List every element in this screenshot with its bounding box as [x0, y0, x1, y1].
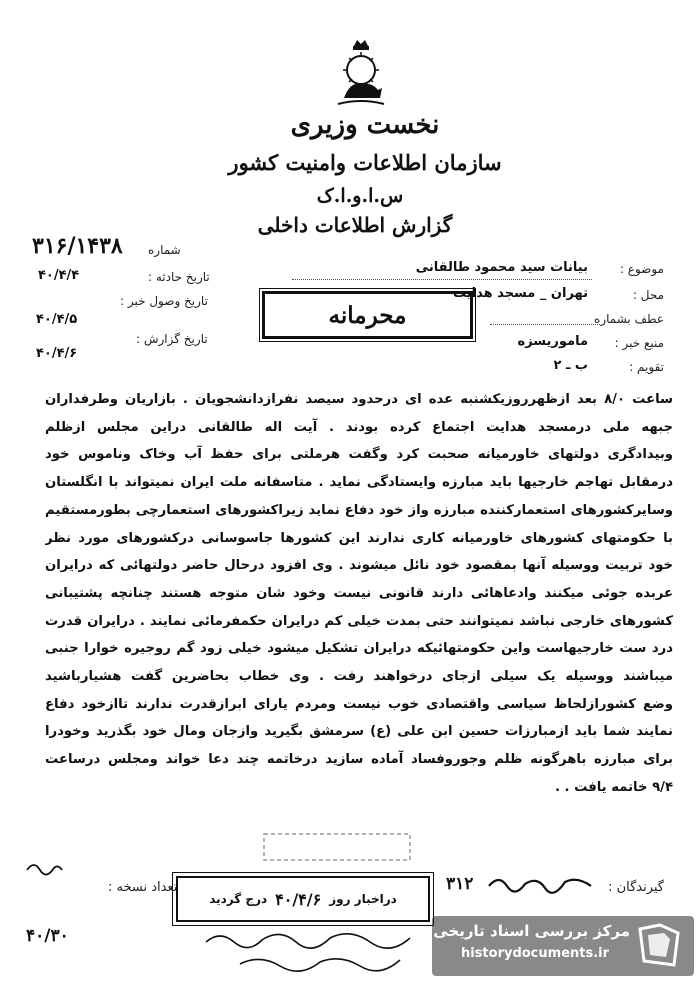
- lion-and-sun-emblem-icon: [330, 38, 392, 110]
- body-line: میباشند ووسیله یک سیلی ازجای درخواهند رفت . وی خطاب بحاضرین گفت هشیارباشید: [45, 669, 673, 685]
- body-line: درد ست خارجیهاست واین حکومتهائیکه درایران تشکیل میشود خیلی زود گم روجیره خوارا جنبی: [45, 641, 673, 657]
- subject-label: موضوع :: [619, 262, 664, 276]
- report-body: [45, 386, 673, 802]
- copies-label: تعداد نسخه :: [108, 880, 178, 895]
- subject-dotted-line: [292, 279, 592, 280]
- organization-abbr: س.ا.و.ا.ک: [316, 185, 404, 207]
- number-value: ۳۱۶/۱۴۳۸: [32, 233, 123, 259]
- source-label: منبع خبر :: [614, 336, 664, 350]
- subject-value: بیانات سید محمود طالقانی: [415, 260, 588, 275]
- handwritten-recipients-mark: [485, 872, 595, 896]
- receipt-date-value: ۴۰/۴/۵: [36, 312, 78, 327]
- event-date-label: تاریخ حادثه :: [148, 270, 210, 284]
- news-receipt-stamp: [176, 876, 430, 922]
- body-line: درمقابل تهاجم خارجیها باید مبارزه وایستادگی نماید . متاسفانه ملت ایران نمیتواند با انگلستان: [45, 475, 673, 491]
- place-label: محل :: [632, 288, 664, 302]
- number-label: شماره: [148, 243, 181, 257]
- handwritten-margin-mark: [24, 858, 64, 878]
- body-line: نمایند شما باید ازمبارزات حسین ابن علی (ع) سرمشق بگیرید وازجان ومال خود بگذرید وخودرا: [45, 724, 673, 740]
- watermark-persian-text: مرکز بررسی اسناد تاریخی: [433, 922, 630, 940]
- recipients-value: ۳۱۲: [446, 874, 474, 894]
- receipt-stamp-suffix: درج گردید: [209, 892, 268, 906]
- report-date-value: ۴۰/۴/۶: [36, 346, 78, 361]
- event-date-value: ۴۰/۴/۴: [38, 268, 80, 283]
- reference-dotted-line: [490, 324, 600, 325]
- body-line: کشورهای خارجی نباشد نمیتوانند حتی بمدت خیلی کم درایران حکمفرمائی نمایند . درایران قدرت: [45, 613, 673, 629]
- body-line: ساعت ۸/۰ بعد ازظهرروزیکشنبه عده ای درحدود سیصد نفرازدانشجویان . بازاریان وطرفداران: [45, 392, 673, 407]
- body-line: وسایرکشورهای استعمارکننده مبارزه واز خود دفاع نماید زیراکشورهای استعمارچی بطورمستقیم: [45, 502, 673, 518]
- rating-label: تقویم :: [629, 360, 664, 374]
- reference-label: عطف بشماره: [594, 312, 664, 326]
- recipients-label: گیرندگان :: [608, 880, 664, 895]
- handwritten-side-number: ۴۰/۳۰: [26, 926, 69, 946]
- body-line: با حکومتهای کشورهای خاورمیانه کاری ندارند این کشورها جاسوسانی درکشورهای مورد نظر: [45, 530, 673, 546]
- organization-title: سازمان اطلاعات وامنیت کشور: [228, 150, 502, 175]
- handwritten-annotation: [200, 920, 430, 978]
- receipt-stamp-date: ۴۰/۴/۶: [275, 889, 322, 909]
- place-value: تهران _ مسجد هدایت: [453, 286, 588, 301]
- report-date-label: تاریخ گزارش :: [136, 332, 208, 346]
- body-line: جبهه ملی درمسجد هدایت اجتماع کرده بودند . آیت اله طالقانی دراین مجلس ازظلم: [45, 419, 673, 435]
- body-line: برای مبارزه باهرگونه ظلم وجوروفساد آماده سازید درخاتمه چند دعا خواند ومجلس درساعت: [45, 752, 673, 768]
- faded-stamp-mark: [262, 830, 412, 864]
- body-line: وضع کشورازلحاظ سیاسی واقتصادی خوب نیست ومردم یارای ابرازقدرت ندارند تاازخود دفاع: [45, 696, 673, 712]
- archive-watermark: [432, 916, 694, 976]
- body-line: عربده جوئی میکنند وادعاهائی دارند قانونی نیست وخود شان متوجه هستند چنانچه پشتیبانی: [45, 585, 673, 601]
- watermark-url-text: historydocuments.ir: [460, 946, 610, 961]
- body-line: وبیدادگری دولتهای خاورمیانه صحبت کرد وگفت هرملتی برای حفظ آب وخاک وناموس خود: [45, 447, 673, 463]
- receipt-date-label: تاریخ وصول خبر :: [120, 294, 208, 308]
- body-line: خود تربیت ووسیله آنها بمقصود خود نائل میشوند . وی افزود درحال حاضر دولتهائی که درایران: [45, 558, 673, 574]
- receipt-stamp-prefix: دراخبار روز: [329, 892, 397, 906]
- archive-logo-icon: [634, 921, 684, 971]
- confidential-stamp: محرمانه: [262, 291, 473, 339]
- body-line: ۹/۴ خاتمه یافت . .: [554, 779, 673, 795]
- rating-value: ب ـ ۲: [553, 358, 588, 373]
- source-value: ماموریسزه: [517, 334, 588, 349]
- report-type-title: گزارش اطلاعات داخلی: [257, 213, 453, 237]
- office-title: نخست وزیری: [290, 110, 440, 140]
